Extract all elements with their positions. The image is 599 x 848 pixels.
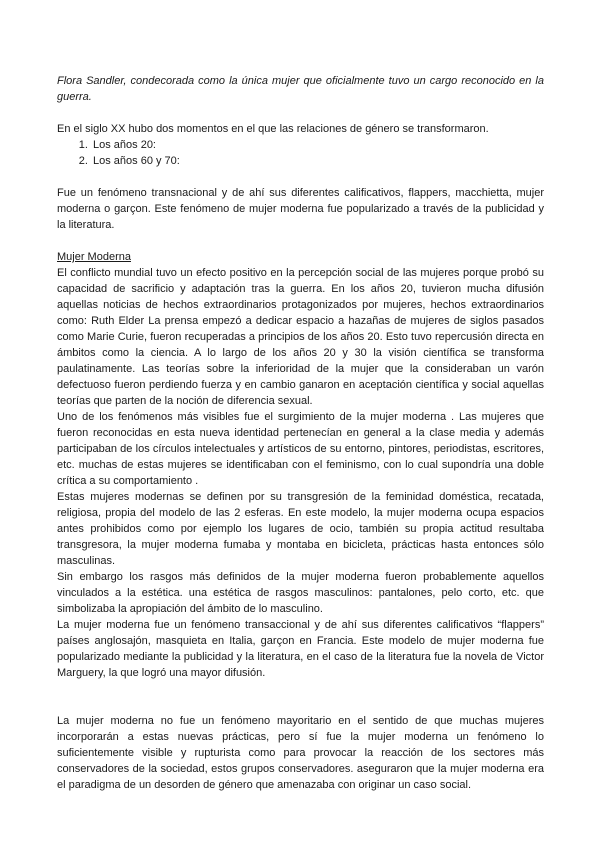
body-paragraph: Uno de los fenómenos más visibles fue el surgimiento de la mujer moderna . Las mujeres que fueron reconocidas en esta nueva identidad pertenecían en general a la clase media y además participaban de los círculos intelectuales y artísticos de su entorno, pintores, periodistas, escritores, etc. muchas de estas mujeres se identificaban con el feminismo, con lo cual supondría una doble crítica a su comportamiento . xyxy=(57,411,544,487)
fenomeno-paragraph: Fue un fenómeno transnacional y de ahí sus diferentes calificativos, flappers, macchietta, mujer moderna o garçon. Este fenómeno de mujer moderna fue popularizado a través de la publicidad y la literatura. xyxy=(57,187,544,231)
moments-list xyxy=(57,137,544,169)
intro-italic-paragraph: Flora Sandler, condecorada como la única mujer que oficialmente tuvo un cargo reconocido en la guerra. xyxy=(57,75,544,103)
siglo-xx-paragraph: En el siglo XX hubo dos momentos en el que las relaciones de género se transformaron. xyxy=(57,123,489,135)
document-page xyxy=(57,73,544,793)
body-paragraph: La mujer moderna fue un fenómeno transaccional y de ahí sus diferentes calificativos “flappers” países anglosajón, masquieta en Italia, garçon en Francia. Este modelo de mujer moderna fue popularizado mediante la publicidad y la literatura, en el caso de la literatura fue la novela de Victor Marguery, la que logró una mayor difusión. xyxy=(57,619,544,679)
spacer xyxy=(57,681,544,713)
spacer xyxy=(57,233,544,249)
section-heading: Mujer Moderna xyxy=(57,251,131,263)
body-paragraph: Sin embargo los rasgos más definidos de la mujer moderna fueron probablemente aquellos vinculados a la estética. una estética de rasgos masculinos: pantalones, pelo corto, etc. que simbolizaba la apropiación del ámbito de lo masculino. xyxy=(57,571,544,615)
closing-paragraph: La mujer moderna no fue un fenómeno mayoritario en el sentido de que muchas mujeres incorporarán a estas nuevas prácticas, pero sí fue la mujer moderna un fenómeno lo suficientemente visible y rupturista como para provocar la reacción de los sectores más conservadores de la sociedad, estos grupos conservadores. aseguraron que la mujer moderna era el paradigma de un desorden de género que amenazaba con originar un caso social. xyxy=(57,715,544,791)
list-item: 1. Los años 20: xyxy=(91,137,544,153)
body-paragraph: Estas mujeres modernas se definen por su transgresión de la feminidad doméstica, recatada, religiosa, propia del modelo de las 2 esferas. En este modelo, la mujer moderna ocupa espacios antes prohibidos como por ejemplo los lugares de ocio, también su propia actitud resultaba transgresora, la mujer moderna fumaba y montaba en bicicleta, prácticas hasta entonces sólo masculinas. xyxy=(57,491,544,567)
spacer xyxy=(57,105,544,121)
list-item: 2. Los años 60 y 70: xyxy=(91,153,544,169)
body-paragraph: El conflicto mundial tuvo un efecto positivo en la percepción social de las mujeres porque probó su capacidad de sacrificio y adaptación tras la guerra. En los años 20, tuvieron mucha difusión aquellas noticias de hechos extraordinarios protagonizados por mujeres, hechos extraordinarios como: Ruth Elder La prensa empezó a dedicar espacio a hazañas de mujeres de siglos pasados como Marie Curie, fueron recuperadas a principios de los años 20. Esto tuvo repercusión directa en ámbitos como la ciencia. A lo largo de los años 20 y 30 la visión científica se transforma paulatinamente. Las teorías sobre la inferioridad de la mujer que la consideraban un varón defectuoso fueron perdiendo fuerza y en cambio ganaron en aceptación científica y social aquellas teorías que parten de la noción de diferencia sexual. xyxy=(57,267,544,407)
spacer xyxy=(57,169,544,185)
